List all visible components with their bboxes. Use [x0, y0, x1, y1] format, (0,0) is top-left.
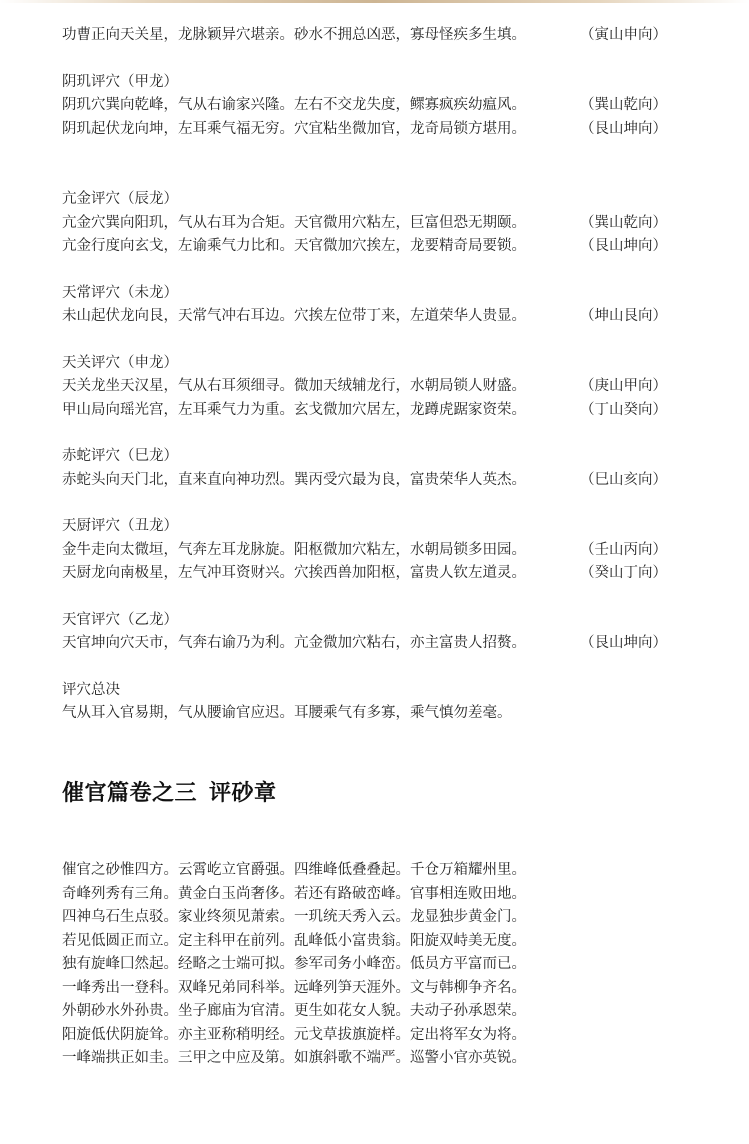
mountain-direction: （艮山坤向） [580, 635, 667, 651]
mountain-direction: （巳山亥向） [580, 471, 667, 488]
poem-line: 奇峰列秀有三角。黄金白玉尚奢侈。若还有路破峦峰。官事相连败田地。 [62, 885, 526, 902]
verse-text: 天关龙坐天汉星，气从右耳须细寻。微加天绒辅龙行，水朝局锁人财盛。 [62, 378, 526, 394]
verse-text: 功曹正向天关星，龙脉颖异穴堪亲。砂水不拥总凶恶，寡母怪疾多生填。 [62, 27, 526, 43]
verse-text: 阴玑穴巽向乾峰，气从右谕家兴隆。左右不交龙失度，鳏寡疯疾幼瘟风。 [62, 97, 526, 113]
verse-line [62, 305, 702, 329]
section-heading: 阴玑评穴（甲龙） [62, 73, 178, 90]
top-decorative-rule [0, 0, 749, 3]
section-heading: 天常评穴（未龙） [62, 284, 178, 301]
verse-text: 未山起伏龙向艮，天常气冲右耳边。穴挨左位带丁来，左道荣华人贵显。 [62, 308, 526, 324]
verse-text: 阴玑起伏龙向坤，左耳乘气福无穷。穴宜粘坐微加官，龙奇局锁方堪用。 [62, 120, 526, 137]
poem-line: 外朝砂水外孙贵。坐子廊庙为官清。更生如花女人貌。夫动子孙承恩荣。 [62, 1003, 526, 1019]
mountain-direction: （癸山丁向） [580, 565, 667, 581]
section-heading: 赤蛇评穴（巳龙） [62, 448, 178, 464]
poem-block [62, 859, 702, 1071]
verse-text: 金牛走向太微垣，气奔左耳龙脉旋。阳枢微加穴粘左，水朝局锁多田园。 [62, 541, 526, 558]
verse-line [62, 94, 702, 118]
verse-text: 亢金穴巽向阳玑，气从右耳为合矩。天官微用穴粘左，巨富但恐无期颐。 [62, 214, 526, 231]
verse-text: 赤蛇头向天门北，直来直向神功烈。巽丙受穴最为良，富贵荣华人英杰。 [62, 471, 526, 488]
poem-line: 若见低圆正而立。定主科甲在前列。乱峰低小富贵翁。阳旋双峙美无度。 [62, 932, 526, 949]
section-heading: 天关评穴（申龙） [62, 354, 178, 371]
chapter-title [62, 776, 277, 807]
verse-line [62, 235, 702, 259]
poem-line: 一峰秀出一登科。双峰兄弟同科举。远峰列笋天涯外。文与韩柳争齐名。 [62, 979, 526, 996]
verse-sections [62, 24, 702, 726]
mountain-direction: （巽山乾向） [580, 97, 667, 113]
verse-text: 气从耳入官易期，气从腰谕官应迟。耳腰乘气有多寡，乘气慎勿差毫。 [62, 705, 512, 721]
verse-line [62, 632, 702, 656]
section-heading: 亢金评穴（辰龙） [62, 191, 178, 207]
mountain-direction: （巽山乾向） [580, 214, 667, 231]
section-heading: 评穴总决 [62, 681, 120, 698]
mountain-direction: （寅山申向） [580, 27, 667, 43]
poem-line: 四神乌石生点驳。家业终须见萧索。一玑统天秀入云。龙显独步黄金门。 [62, 909, 526, 925]
verse-line [62, 539, 702, 563]
verse-text: 亢金行度向玄戈，左谕乘气力比和。天官微加穴挨左，龙要精奇局要锁。 [62, 238, 526, 254]
verse-line [62, 469, 702, 493]
verse-line [62, 702, 702, 726]
poem-line: 催官之砂惟四方。云霄屹立官爵强。四维峰低叠叠起。千仓万箱耀州里。 [62, 862, 526, 878]
mountain-direction: （坤山艮向） [580, 308, 667, 324]
chapter-title-section: 评砂章 [209, 780, 277, 806]
verse-line [62, 399, 702, 423]
verse-line [62, 118, 702, 142]
poem-line: 一峰端拱正如圭。三甲之中应及第。如旗斜歌不端严。巡警小官亦英锐。 [62, 1050, 526, 1066]
mountain-direction: （壬山丙向） [580, 541, 667, 558]
mountain-direction: （艮山坤向） [580, 238, 667, 254]
poem-line: 独有旋峰囗然起。经略之士端可拟。参军司务小峰峦。低员方平富而已。 [62, 956, 526, 972]
chapter-title-volume: 催官篇卷之三 [62, 780, 198, 806]
verse-line [62, 24, 702, 48]
poem-line: 阳旋低伏阴旋耸。亦主亚称稍明经。元戈草拔旗旋样。定出将军女为将。 [62, 1026, 526, 1043]
verse-text: 天官坤向穴天市，气奔右谕乃为利。亢金微加穴粘右，亦主富贵人招赘。 [62, 635, 526, 651]
mountain-direction: （艮山坤向） [580, 120, 667, 137]
verse-line [62, 562, 702, 586]
mountain-direction: （庚山甲向） [580, 378, 667, 394]
verse-line [62, 375, 702, 399]
verse-text: 甲山局向瑶光宫，左耳乘气力为重。玄戈微加穴居左，龙蹲虎踞家资荣。 [62, 401, 526, 418]
section-heading: 天厨评穴（丑龙） [62, 518, 178, 534]
section-heading: 天官评穴（乙龙） [62, 611, 178, 628]
mountain-direction: （丁山癸向） [580, 401, 667, 418]
verse-line [62, 212, 702, 236]
verse-text: 天厨龙向南极星，左气冲耳资财兴。穴挨西兽加阳枢，富贵人钦左道灵。 [62, 565, 526, 581]
